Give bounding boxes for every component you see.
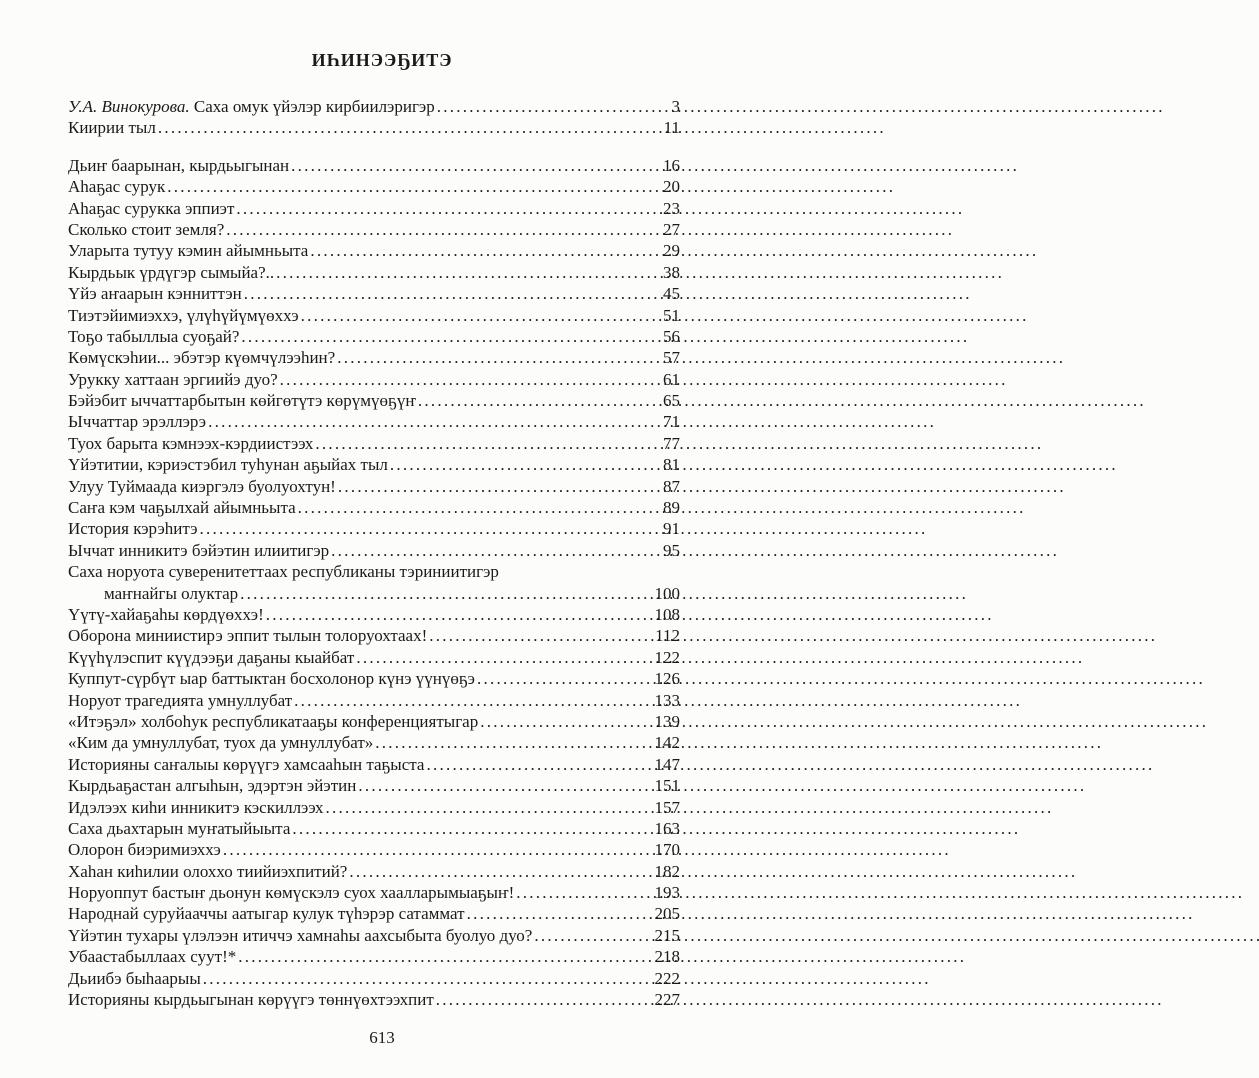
toc-entry-page: 77: [663, 433, 680, 453]
toc-entry-page: 126: [654, 669, 680, 689]
toc-entry-title: [68, 497, 296, 518]
toc-entry-title: [68, 240, 308, 261]
toc-entry-text: Оборона миниистирэ эппит тылын толоруохтаах!: [68, 626, 428, 646]
dot-leader: [301, 305, 661, 326]
toc-entry-title: [68, 117, 156, 138]
dot-leader: [325, 797, 652, 818]
dot-leader: [292, 818, 652, 839]
toc-entry[interactable]: [68, 476, 680, 497]
toc-entry-text: Народнай суруйааччы аатыгар кулук түһэрэр сатаммат: [68, 904, 465, 924]
toc-entry-text: Көмүскэһии... эбэтэр күөмчүлээһин?: [68, 348, 336, 368]
toc-entry-title: [68, 454, 388, 475]
toc-entry-text: Ыччат инникитэ бэйэтин илиитигэр: [68, 540, 330, 560]
toc-entry[interactable]: [68, 283, 680, 304]
toc-entry[interactable]: [68, 518, 680, 539]
toc-entry-text: Кырдьык үрдүгэр сымыйа?..: [68, 262, 275, 282]
toc-entry-title: [68, 390, 416, 411]
toc-entry-text: Үйэтин тухары үлэлээн итиччэ хамнаһы аахсыбыта буолуо дуо?: [68, 925, 533, 945]
toc-entry-title: [68, 690, 292, 711]
toc-entry-page: 71: [663, 412, 680, 432]
toc-entry-text: Убаастабыллаах суут!*: [68, 947, 237, 967]
toc-entry-title: [68, 283, 242, 304]
toc-entry-page: 20: [663, 177, 680, 197]
toc-entry-page: 51: [663, 305, 680, 325]
toc-entry-title: [68, 369, 278, 390]
toc-entry[interactable]: [68, 390, 680, 411]
toc-entry-title: [68, 861, 347, 882]
toc-entry-text: Аһаҕас сурукка эппиэт: [68, 198, 235, 218]
dot-leader: [276, 262, 661, 283]
dot-leader: [208, 411, 661, 432]
toc-entry-page: 218: [654, 947, 680, 967]
toc-entry-page: 157: [654, 797, 680, 817]
dot-leader: [436, 989, 653, 1010]
toc-entry-text: Улуу Туймаада киэргэлэ буолуохтун!: [68, 476, 336, 496]
toc-entry-title: [68, 433, 313, 454]
toc-entry-page: 3: [671, 97, 680, 116]
toc-entry-text: Күүһүлэспит күүдээҕи даҕаны кыайбат: [68, 647, 355, 667]
toc-entry-title: [68, 411, 206, 432]
toc-entry-title: [68, 989, 434, 1010]
dot-leader: [337, 347, 661, 368]
dot-leader: [349, 861, 652, 882]
dot-leader: [203, 968, 653, 989]
table-of-contents: [68, 96, 680, 1010]
toc-entry[interactable]: [68, 433, 680, 454]
dot-leader: [280, 369, 661, 390]
toc-entry[interactable]: [68, 754, 680, 775]
toc-entry-title: [68, 604, 264, 625]
toc-entry-page: 89: [663, 498, 680, 518]
toc-entry[interactable]: [68, 604, 680, 625]
toc-entry[interactable]: [68, 968, 680, 989]
toc-entry-title: [68, 668, 475, 689]
toc-entry[interactable]: [68, 797, 680, 818]
toc-entry-title: [68, 96, 435, 117]
toc-entry-page: 215: [654, 925, 680, 945]
toc-entry-text: Дьиибэ быһаарыы: [68, 968, 201, 988]
dot-leader: [241, 326, 661, 347]
toc-entry-title: [68, 754, 424, 775]
toc-entry-page: 23: [663, 198, 680, 218]
toc-entry-title: [68, 176, 165, 197]
dot-leader: [244, 283, 661, 304]
dot-leader: [298, 497, 661, 518]
toc-entry-title: [68, 925, 532, 946]
toc-entry-text: Урукку хаттаан эргиийэ дуо?: [68, 369, 278, 389]
toc-entry-text: Хаһан киһилии олоххо тиийиэхпитий?: [68, 861, 348, 881]
toc-entry[interactable]: [68, 861, 680, 882]
toc-entry-text: Үүтү-хайаҕаһы көрдүөххэ!: [68, 604, 264, 624]
dot-leader: [315, 433, 661, 454]
toc-entry-title: [68, 155, 289, 176]
toc-entry-text: Идэлээх киһи инникитэ кэскиллээх: [68, 797, 324, 817]
toc-entry-text: Тиэтэйимиэххэ, үлүһүйүмүөххэ: [68, 305, 299, 325]
toc-entry-title: [68, 518, 198, 539]
toc-entry-page: 57: [663, 348, 680, 368]
dot-leader: [310, 240, 661, 261]
toc-entry[interactable]: [68, 946, 680, 967]
dot-leader: [437, 96, 670, 117]
toc-entry-page: 81: [663, 455, 680, 475]
toc-entry-page: 205: [654, 904, 680, 924]
toc-entry[interactable]: [68, 711, 680, 732]
toc-entry-title: [68, 968, 201, 989]
toc-entry-page: 27: [663, 219, 680, 239]
toc-entry[interactable]: [68, 155, 680, 176]
toc-entry-page: 133: [654, 690, 680, 710]
toc-entry[interactable]: [68, 989, 680, 1010]
toc-entry-page: 139: [654, 711, 680, 731]
toc-entry-page: 91: [663, 519, 680, 539]
toc-entry-text: Историяны саҥалыы көрүүгэ хамсааһын таҕыста: [68, 754, 425, 774]
toc-entry-page: 122: [654, 647, 680, 667]
toc-entry-page: 65: [663, 391, 680, 411]
toc-entry-page: 16: [663, 155, 680, 175]
toc-entry-title: [68, 818, 290, 839]
toc-entry-page: 151: [654, 776, 680, 796]
dot-leader: [223, 839, 653, 860]
dot-leader: [338, 476, 661, 497]
toc-entry-text: Үйэтитии, кэриэстэбил туһунан аҕыйах тыл: [68, 455, 388, 475]
dot-leader: [240, 583, 652, 604]
toc-entry-page: 56: [663, 326, 680, 346]
toc-entry[interactable]: [68, 839, 680, 860]
toc-entry-page: 222: [654, 968, 680, 988]
toc-entry-text: История кэрэһитэ: [68, 519, 198, 539]
dot-leader: [534, 925, 652, 946]
dot-leader: [294, 690, 652, 711]
toc-title: ИҺИНЭЭҔИТЭ: [311, 50, 453, 70]
toc-entry[interactable]: [68, 305, 680, 326]
toc-entry[interactable]: [68, 647, 680, 668]
toc-entry-title: [68, 583, 238, 604]
toc-entry-page: 142: [654, 733, 680, 753]
toc-entry-title: [68, 476, 336, 497]
toc-entry[interactable]: [68, 326, 680, 347]
toc-entry-text: Бэйэбит ыччаттарбытын көйгөтүтэ көрүмүөҕүҥ: [68, 391, 416, 411]
dot-leader: [200, 518, 662, 539]
dot-leader: [429, 625, 653, 646]
toc-entry[interactable]: [68, 882, 680, 903]
dot-leader: [375, 732, 652, 753]
toc-entry[interactable]: [68, 732, 680, 753]
toc-entry-page: 193: [654, 883, 680, 903]
toc-entry-text: Тоҕо табыллыа суоҕай?: [68, 326, 240, 346]
dot-leader: [477, 668, 653, 689]
dot-leader: [158, 117, 662, 138]
toc-entry-text: Саҥа кэм чаҕылхай айымньыта: [68, 498, 296, 518]
toc-entry-page: 112: [655, 626, 680, 646]
toc-entry-text: Куппут-сүрбүт ыар баттыктан босхолонор күнэ үүнүөҕэ: [68, 669, 475, 689]
toc-entry-text: Туох барыта кэмнээх-кэрдиистээх: [68, 433, 314, 453]
toc-entry-page: 100: [654, 583, 680, 603]
toc-entry-title: [68, 946, 236, 967]
toc-entry-page: 61: [663, 369, 680, 389]
toc-entry-text: Аһаҕас сурук: [68, 177, 166, 197]
page-number: 613: [369, 1028, 395, 1047]
toc-entry-title: [68, 903, 465, 924]
dot-leader: [236, 198, 661, 219]
toc-entry-text: Киирии тыл: [68, 118, 156, 138]
dot-leader: [467, 903, 653, 924]
toc-entry[interactable]: [68, 454, 680, 475]
toc-entry-title: [68, 839, 221, 860]
toc-entry-page: 11: [663, 118, 680, 138]
toc-entry-page: 95: [663, 540, 680, 560]
toc-entry-page: 45: [663, 284, 680, 304]
toc-entry-text: Ыччаттар эрэллэрэ: [68, 412, 207, 432]
toc-entry[interactable]: [68, 176, 680, 197]
toc-entry-title: [68, 882, 514, 903]
toc-entry[interactable]: [68, 117, 680, 138]
toc-entry[interactable]: [68, 347, 680, 368]
toc-entry-text: Кырдьаҕастан алгыһын, эдэртэн эйэтин: [68, 776, 357, 796]
toc-entry-title: [68, 326, 239, 347]
toc-entry-title: [68, 797, 323, 818]
toc-entry-title: [68, 305, 299, 326]
toc-entry[interactable]: [68, 219, 680, 240]
toc-entry[interactable]: [68, 775, 680, 796]
toc-entry-page: 227: [654, 990, 680, 1010]
toc-entry-text: Саха омук үйэлэр кирбиилэригэр: [193, 97, 435, 116]
toc-entry-text: маҥнайгы олуктар: [104, 583, 239, 603]
dot-leader: [226, 219, 661, 240]
toc-entry-text: Олорон биэримиэххэ: [68, 840, 221, 860]
toc-entry[interactable]: [68, 262, 680, 283]
toc-entry-author: У.А. Винокурова.: [68, 97, 190, 116]
dot-leader: [390, 454, 661, 475]
toc-entry[interactable]: [68, 583, 680, 604]
dot-leader: [516, 882, 652, 903]
toc-entry-page: 38: [663, 262, 680, 282]
toc-entry-page: 147: [654, 754, 680, 774]
toc-entry-title: [68, 347, 335, 368]
toc-entry-title: [68, 775, 356, 796]
toc-entry-text: «Ким да умнуллубат, туох да умнуллубат»: [68, 733, 374, 753]
dot-leader: [426, 754, 652, 775]
dot-leader: [167, 176, 661, 197]
toc-entry-text: Уларыта тутуу кэмин айымньыта: [68, 241, 309, 261]
toc-entry[interactable]: [68, 625, 680, 646]
dot-leader: [480, 711, 652, 732]
toc-entry[interactable]: [68, 925, 680, 946]
toc-entry-text: Норуот трагедията умнуллубат: [68, 690, 293, 710]
toc-entry-title: [68, 711, 478, 732]
toc-entry[interactable]: [68, 690, 680, 711]
toc-entry-text: Саха дьахтарын муҥатыйыыта: [68, 818, 291, 838]
toc-entry[interactable]: [68, 818, 680, 839]
dot-leader: [238, 946, 652, 967]
toc-entry-title: [68, 625, 427, 646]
toc-entry-title: [68, 647, 354, 668]
toc-entry-text: Дьиҥ баарынан, кырдьыгынан: [68, 155, 290, 175]
dot-leader: [418, 390, 661, 411]
toc-entry-text: Сколько стоит земля?: [68, 219, 225, 239]
toc-entry-text: Норуоппут бастыҥ дьонун көмүскэлэ суох хаалларымыаҕыҥ!: [68, 883, 515, 903]
toc-entry-page: 170: [654, 840, 680, 860]
dot-leader: [358, 775, 652, 796]
toc-entry-title: [68, 198, 234, 219]
toc-entry[interactable]: [68, 497, 680, 518]
dot-leader: [291, 155, 661, 176]
toc-entry[interactable]: [68, 903, 680, 924]
toc-entry[interactable]: [68, 240, 680, 261]
toc-entry-text: «Итэҕэл» холбоһук республикатааҕы конференциятыгар: [68, 711, 479, 731]
toc-entry[interactable]: [68, 411, 680, 432]
toc-entry-page: 182: [654, 861, 680, 881]
toc-entry-page: 163: [654, 818, 680, 838]
toc-entry[interactable]: [68, 668, 680, 689]
toc-entry-title: [68, 732, 373, 753]
toc-entry-title: [68, 540, 329, 561]
toc-entry-title: [68, 262, 274, 283]
toc-entry-title: [68, 219, 224, 240]
toc-entry[interactable]: [68, 369, 680, 390]
toc-entry[interactable]: [68, 198, 680, 219]
toc-entry-text: Үйэ аҥаарын кэнниттэн: [68, 284, 242, 304]
dot-leader: [266, 604, 653, 625]
toc-entry[interactable]: [68, 540, 680, 561]
dot-leader: [331, 540, 661, 561]
toc-entry-line: Саха норуота суверенитеттаах республиканы тэриниитигэр: [68, 562, 499, 582]
dot-leader: [356, 647, 652, 668]
toc-entry-page: 87: [663, 476, 680, 496]
toc-entry-text: Историяны кырдьыгынан көрүүгэ төннүөхтээхпит: [68, 990, 434, 1010]
toc-entry[interactable]: [68, 96, 680, 117]
toc-entry-page: 29: [663, 241, 680, 261]
toc-entry-page: 108: [654, 604, 680, 624]
